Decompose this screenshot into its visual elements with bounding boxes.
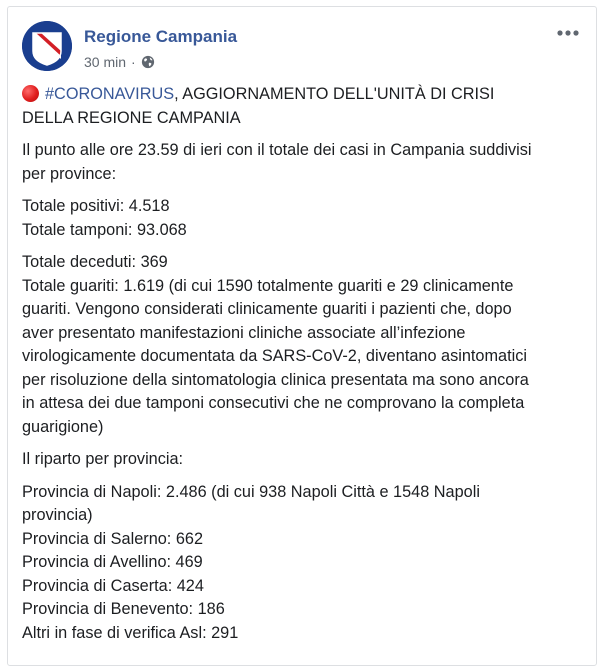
provinces-list [22, 481, 586, 646]
headline-text: , AGGIORNAMENTO DELL'UNITÀ DI CRISI [174, 85, 495, 103]
recovery-paragraph [22, 251, 586, 439]
text-line: in attesa dei due tamponi consecutivi che ne comprovano la completa [22, 394, 525, 412]
text-line: per risoluzione della sintomatologia clinica presentata ma sono ancora [22, 370, 529, 389]
more-options-button[interactable] [554, 23, 582, 43]
text-line: Il punto alle ore 23.59 di ieri con il totale dei casi in Campania suddivisi [22, 141, 532, 159]
post-body [22, 83, 586, 654]
province-other: Altri in fase di verifica Asl: 291 [22, 623, 239, 642]
text-line: Il riparto per provincia: [22, 450, 184, 468]
totals-paragraph [22, 195, 586, 242]
text-line: virologicamente documentata da SARS-CoV-2, diventano asintomatici [22, 347, 527, 365]
page-avatar[interactable] [22, 21, 72, 71]
hashtag-link[interactable]: #CORONAVIRUS [45, 85, 175, 103]
headline-line: DELLA REGIONE CAMPANIA [22, 108, 241, 127]
post-card [7, 6, 597, 666]
regione-campania-emblem [22, 21, 72, 71]
post-headline [22, 83, 586, 130]
author-name-link[interactable]: Regione Campania [84, 27, 238, 46]
province-napoli-cont: provincia) [22, 506, 93, 524]
intro-paragraph [22, 139, 586, 186]
province-salerno: Provincia di Salerno: 662 [22, 529, 204, 548]
post-meta [84, 54, 155, 70]
meta-separator: · [131, 54, 136, 70]
province-avellino: Provincia di Avellino: 469 [22, 553, 203, 571]
text-line: guariti. Vengono considerati clinicamente guariti i pazienti che, dopo [22, 300, 512, 318]
total-tests: Totale tamponi: 93.068 [22, 220, 187, 239]
post-timestamp[interactable]: 30 min [84, 54, 127, 70]
text-line: aver presentato manifestazioni cliniche associate all’infezione [22, 323, 466, 342]
total-deceased: Totale deceduti: 369 [22, 253, 168, 271]
province-caserta: Provincia di Caserta: 424 [22, 576, 204, 595]
total-positive: Totale positivi: 4.518 [22, 197, 170, 215]
text-line: per province: [22, 164, 117, 183]
province-benevento: Provincia di Benevento: 186 [22, 600, 225, 618]
red-circle-emoji-icon [22, 85, 39, 102]
province-napoli: Provincia di Napoli: 2.486 (di cui 938 Napoli Città e 1548 Napoli [22, 482, 480, 501]
more-options-icon [557, 30, 579, 36]
globe-icon[interactable] [141, 55, 155, 69]
post-header [22, 21, 582, 71]
riparto-heading [22, 448, 586, 472]
text-line: Totale guariti: 1.619 (di cui 1590 totalmente guariti e 29 clinicamente [22, 276, 514, 295]
text-line: guarigione) [22, 417, 104, 436]
